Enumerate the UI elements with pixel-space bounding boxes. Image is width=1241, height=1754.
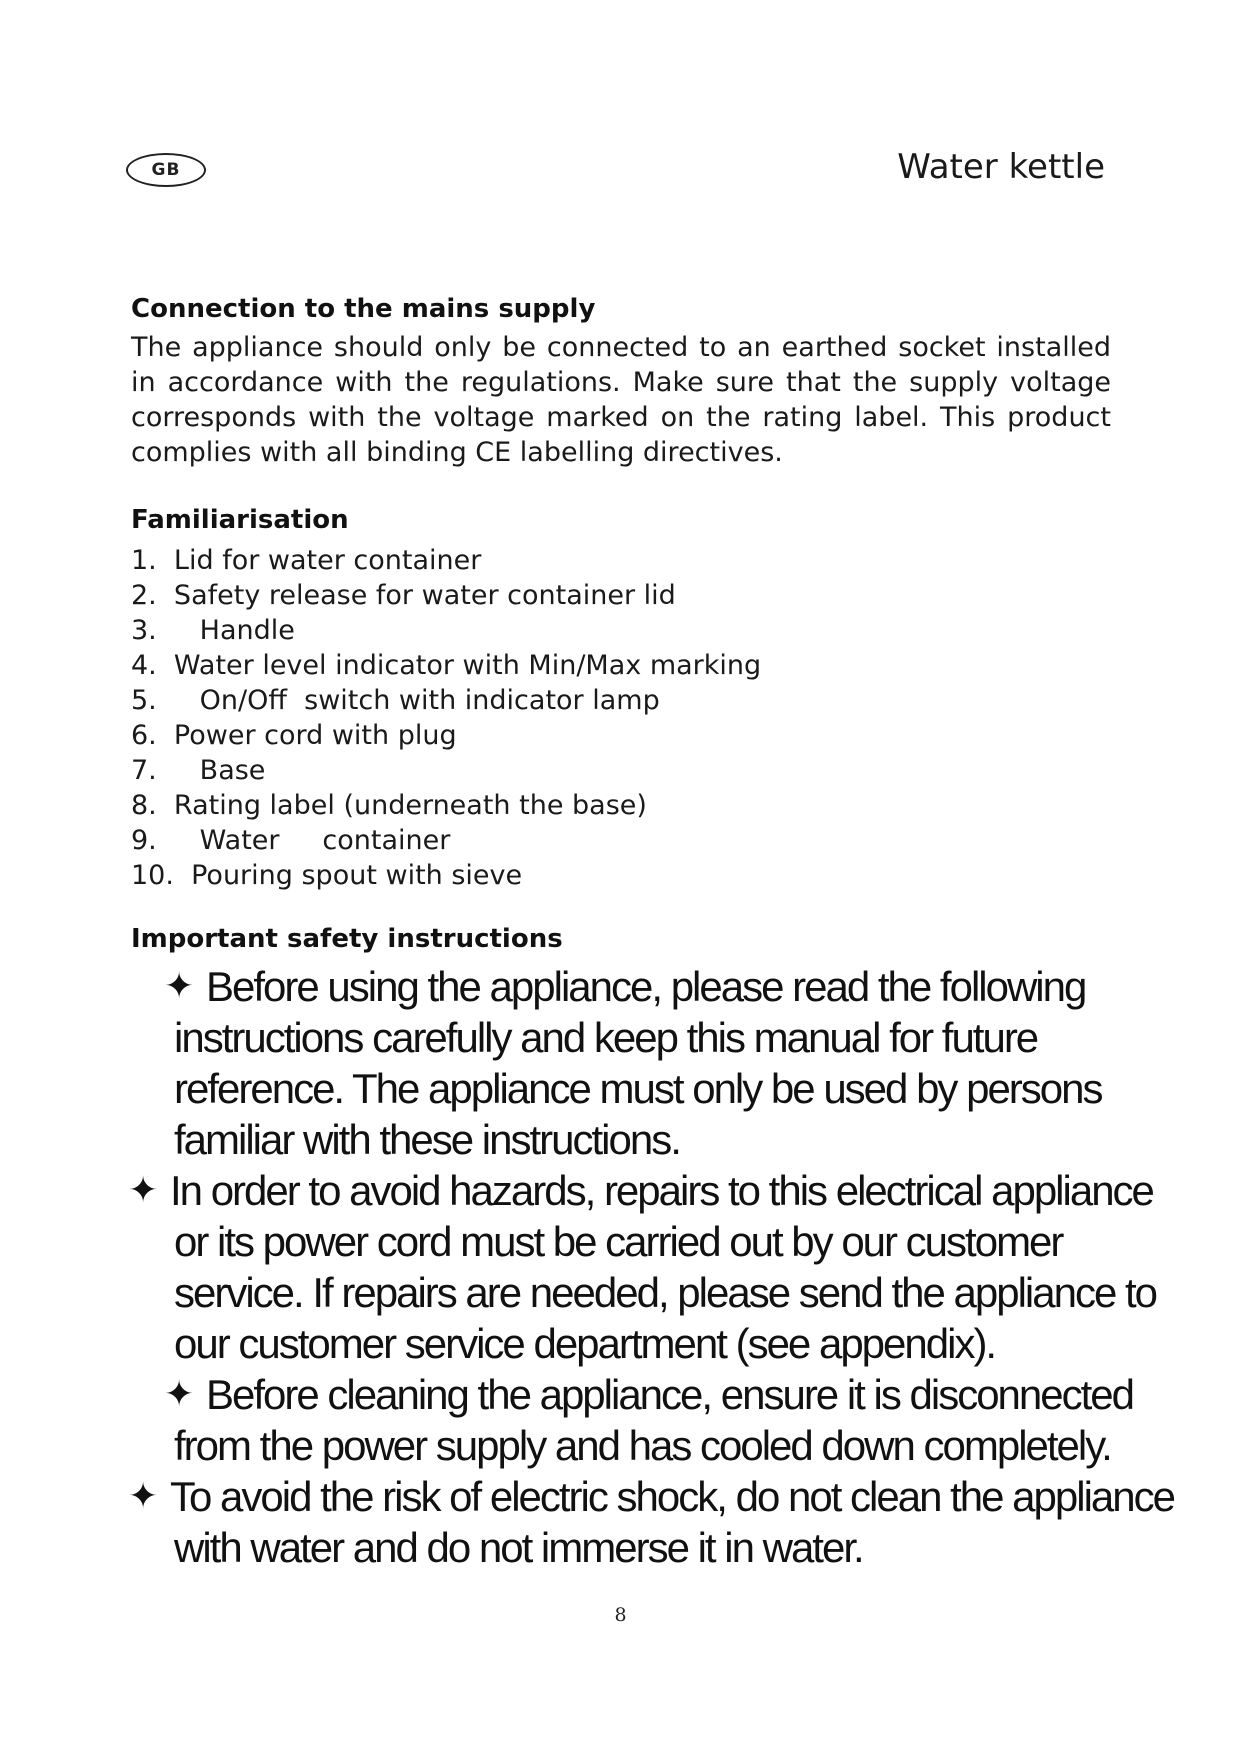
page-number: 8 (614, 1604, 627, 1626)
safety-item (128, 1164, 1156, 1369)
safety-line: with water and do not immerse it in water. (174, 1524, 863, 1571)
list-item: 7. Base (131, 755, 266, 786)
safety-item (128, 1470, 1174, 1573)
star-bullet-icon: ✦ (164, 965, 193, 1006)
list-item: 4. Water level indicator with Min/Max marking (131, 650, 762, 681)
language-badge: GB (126, 153, 206, 187)
safety-line: from the power supply and has cooled down completely. (174, 1422, 1111, 1469)
star-bullet-icon: ✦ (128, 1475, 157, 1516)
list-item: 10. Pouring spout with sieve (131, 860, 523, 891)
safety-line: ✦ In order to avoid hazards, repairs to this electrical appliance (128, 1164, 1156, 1216)
safety-line: ✦ To avoid the risk of electric shock, do not clean the appliance (128, 1470, 1174, 1522)
connection-heading: Connection to the mains supply (131, 294, 596, 324)
star-bullet-icon: ✦ (128, 1169, 157, 1210)
list-item: 8. Rating label (underneath the base) (131, 790, 647, 821)
safety-line: our customer service department (see appendix). (174, 1320, 996, 1367)
safety-line: ✦ Before cleaning the appliance, ensure it is disconnected (164, 1368, 1133, 1420)
list-item: 6. Power cord with plug (131, 720, 457, 751)
list-item: 1. Lid for water container (131, 545, 482, 576)
star-bullet-icon: ✦ (164, 1373, 193, 1414)
safety-line: familiar with these instructions. (174, 1116, 680, 1163)
page-title: Water kettle (897, 147, 1105, 187)
parts-list (131, 543, 761, 893)
list-item: 2. Safety release for water container lid (131, 580, 676, 611)
safety-line: instructions carefully and keep this manual for future (174, 1014, 1038, 1061)
list-item: 9. Water container (131, 825, 451, 856)
safety-item (164, 960, 1102, 1165)
list-item: 3. Handle (131, 615, 295, 646)
safety-line: or its power cord must be carried out by our customer (174, 1218, 1063, 1265)
connection-paragraph: The appliance should only be connected to an earthed socket installed in accordance with the regulations. Make sure that the supply voltage corresponds with the voltage marked on the rating label. This product complies with all binding CE labelling directives. (131, 332, 1111, 468)
familiarisation-heading: Familiarisation (131, 505, 349, 535)
list-item: 5. On/Off switch with indicator lamp (131, 685, 660, 716)
safety-line: ✦ Before using the appliance, please read the following (164, 960, 1102, 1012)
safety-heading: Important safety instructions (131, 924, 563, 954)
safety-line: service. If repairs are needed, please send the appliance to (174, 1269, 1157, 1316)
safety-item (164, 1368, 1133, 1471)
safety-line: reference. The appliance must only be used by persons (174, 1065, 1102, 1112)
